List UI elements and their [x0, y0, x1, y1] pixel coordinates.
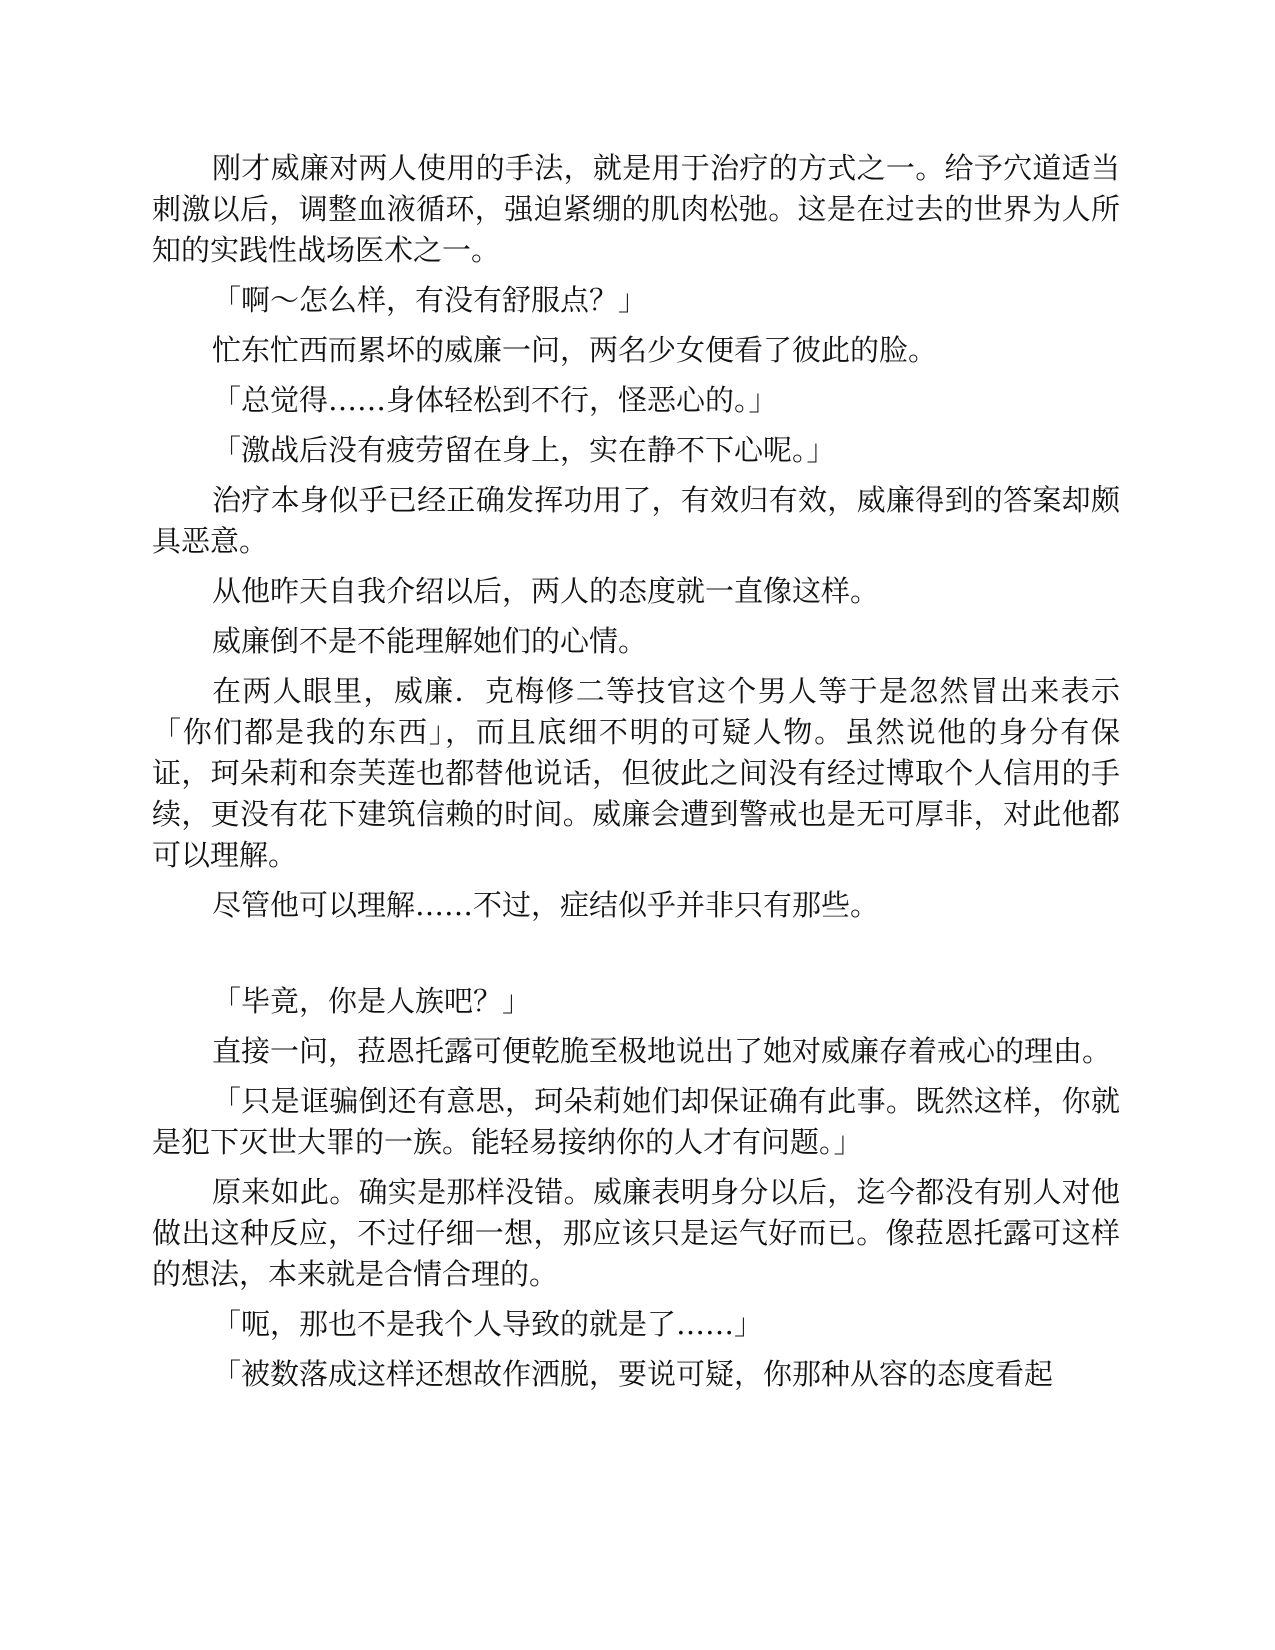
paragraph: 威廉倒不是不能理解她们的心情。 [212, 624, 648, 658]
paragraph: 「只是诓骗倒还有意思，珂朵莉她们却保证确有此事。既然这样，你就是犯下灭世大罪的一族。能轻易接纳你的人才有问题。」 [152, 1084, 1120, 1159]
paragraph: 直接一问，菈恩托露可便乾脆至极地说出了她对威廉存着戒心的理由。 [212, 1034, 1112, 1068]
paragraph: 在两人眼里，威廉．克梅修二等技官这个男人等于是忽然冒出来表示「你们都是我的东西」，而且底细不明的可疑人物。虽然说他的身分有保证，珂朵莉和奈芙莲也都替他说话，但彼此之间没有经过博取个人信用的手续，更没有花下建筑信赖的时间。威廉会遭到警戒也是无可厚非，对此他都可以理解。 [152, 674, 1120, 872]
paragraph: 「总觉得……身体轻松到不行，怪恶心的。」 [212, 383, 778, 417]
paragraph: 「激战后没有疲劳留在身上，实在静不下心呢。」 [212, 433, 836, 467]
paragraph: 「被数落成这样还想故作洒脱，要说可疑，你那种从容的态度看起 [212, 1357, 1054, 1391]
paragraph: 「毕竟，你是人族吧？」 [212, 984, 532, 1018]
paragraph: 从他昨天自我介绍以后，两人的态度就一直像这样。 [212, 574, 880, 608]
paragraph: 原来如此。确实是那样没错。威廉表明身分以后，迄今都没有别人对他做出这种反应，不过仔细一想，那应该只是运气好而已。像菈恩托露可这样的想法，本来就是合情合理的。 [152, 1175, 1120, 1291]
body-text [152, 148, 1120, 1404]
paragraph: 尽管他可以理解……不过，症结似乎并非只有那些。 [212, 888, 880, 922]
paragraph: 「呃，那也不是我个人导致的就是了……」 [212, 1307, 764, 1341]
paragraph: 「啊～怎么样，有没有舒服点？」 [212, 283, 648, 317]
paragraph: 治疗本身似乎已经正确发挥功用了，有效归有效，威廉得到的答案却颇具恶意。 [152, 483, 1120, 558]
paragraph: 忙东忙西而累坏的威廉一问，两名少女便看了彼此的脸。 [212, 333, 938, 367]
paragraph: 刚才威廉对两人使用的手法，就是用于治疗的方式之一。给予穴道适当刺激以后，调整血液循环，强迫紧绷的肌肉松弛。这是在过去的世界为人所知的实践性战场医术之一。 [152, 151, 1120, 267]
